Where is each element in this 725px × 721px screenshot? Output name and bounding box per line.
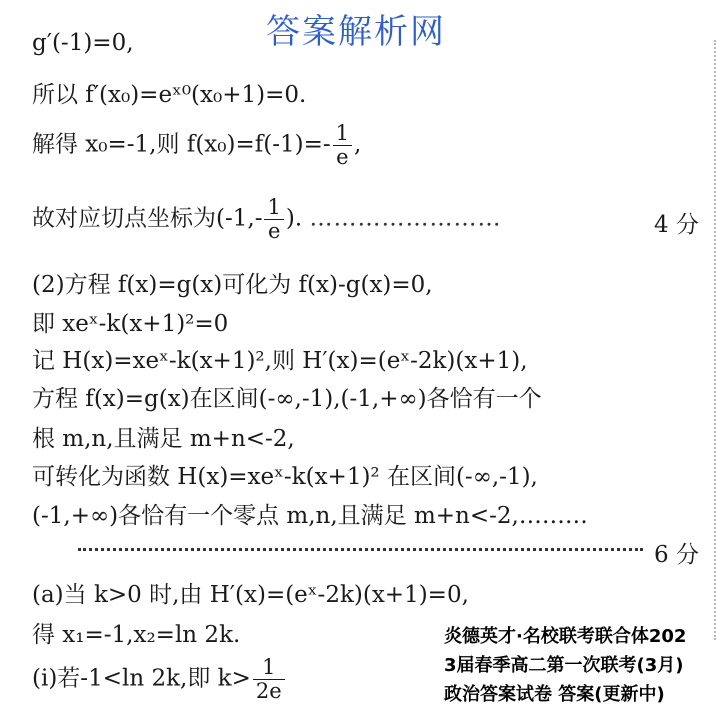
fraction-one-over-e-2 [264, 196, 283, 243]
solution-line-14 [32, 656, 287, 703]
solution-line-8: 方程 f(x)=g(x)在区间(-∞,-1),(-1,+∞)各恰有一个 [32, 386, 542, 412]
solution-line-9: 根 m,n,且满足 m+n<-2, [32, 426, 295, 452]
fraction-numerator: 1 [333, 122, 352, 146]
score-leader-dots: …………………… [309, 205, 502, 232]
solution-line-11: (-1,+∞)各恰有一个零点 m,n,且满足 m+n<-2,……… [32, 503, 588, 529]
line-4-text: 故对应切点坐标为(-1,- [32, 205, 263, 232]
solution-line-4 [32, 196, 501, 243]
solution-line-6: 即 xeˣ-k(x+1)²=0 [32, 311, 229, 337]
line-14-text: (ⅰ)若-1<ln 2k,即 k> [32, 665, 251, 692]
fraction-one-over-e [333, 122, 352, 169]
fraction-denominator: e [267, 219, 281, 244]
fraction-denominator: 2e [255, 679, 282, 704]
leader-dotted-line [78, 548, 643, 551]
solution-line-5: (2)方程 f(x)=g(x)可化为 f(x)-g(x)=0, [32, 272, 433, 298]
caption-line-3: 政治答案试卷 答案(更新中) [444, 684, 665, 705]
solution-line-1: g′(-1)=0, [32, 30, 134, 56]
solution-line-7: 记 H(x)=xeˣ-k(x+1)²,则 H′(x)=(eˣ-2k)(x+1), [32, 348, 528, 374]
solution-line-13: 得 x₁=-1,x₂=ln 2k. [32, 622, 241, 648]
solution-line-12: (a)当 k>0 时,由 H′(x)=(eˣ-2k)(x+1)=0, [32, 582, 469, 608]
score-6: 6 分 [654, 542, 699, 568]
line-4-suffix: ). [285, 205, 303, 232]
watermark-title: 答案解析网 [266, 12, 446, 52]
line-3-text: 解得 x₀=-1,则 f(x₀)=f(-1)=- [32, 131, 331, 158]
solution-line-2: 所以 f′(x₀)=eˣ⁰(x₀+1)=0. [32, 82, 307, 108]
line-3-suffix: , [354, 131, 362, 158]
fraction-denominator: e [336, 145, 349, 170]
fraction-numerator: 1 [253, 656, 285, 680]
caption-line-2: 3届春季高二第一次联考(3月) [444, 655, 684, 676]
solution-line-10: 可转化为函数 H(x)=xeˣ-k(x+1)² 在区间(-∞,-1), [32, 464, 538, 490]
fraction-one-over-2e [253, 656, 285, 703]
caption-line-1: 炎德英才·名校联考联合体202 [444, 626, 687, 647]
page-edge-divider [714, 40, 716, 640]
solution-line-3 [32, 122, 361, 169]
fraction-numerator: 1 [264, 196, 283, 220]
score-4: 4 分 [654, 212, 699, 238]
